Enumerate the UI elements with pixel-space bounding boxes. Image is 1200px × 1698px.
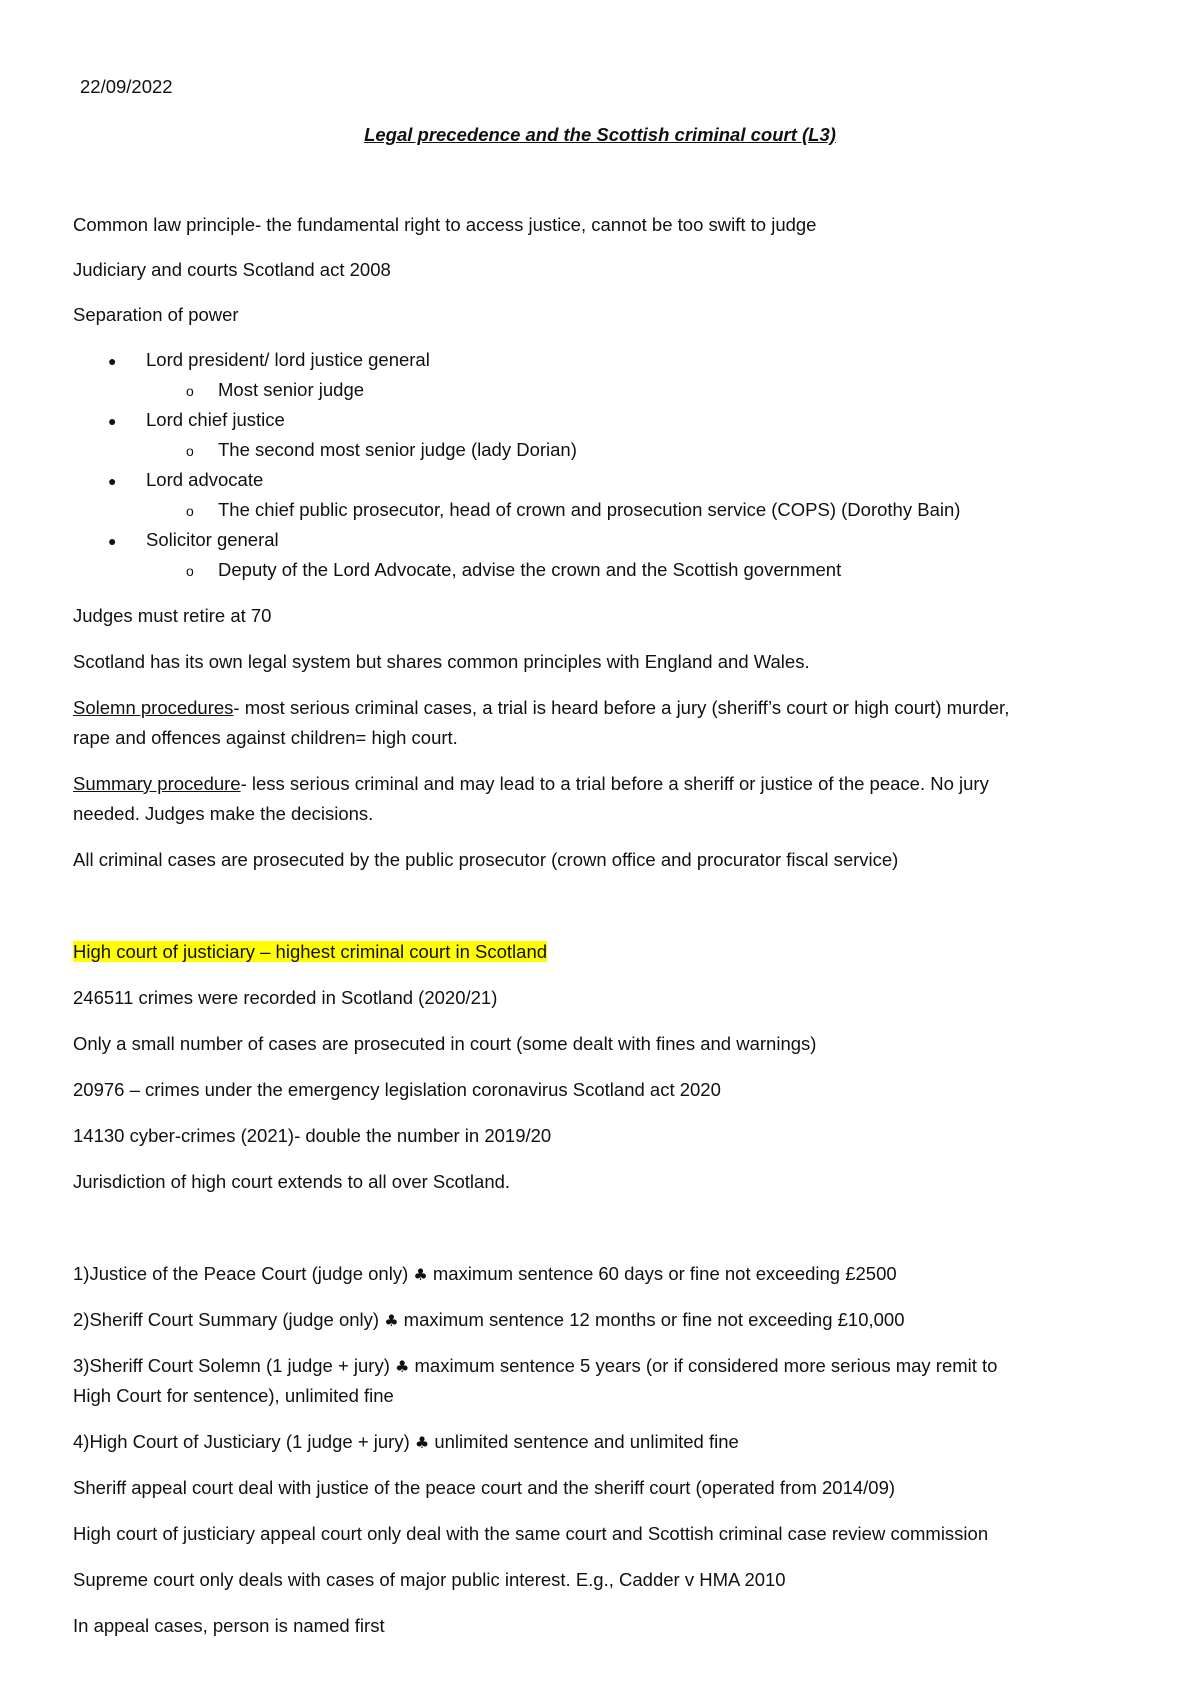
club-icon: ♣: [414, 1433, 430, 1452]
paragraph-sheriff-appeal: Sheriff appeal court deal with justice of the peace court and the sheriff court (operated from 2014/09): [73, 1477, 896, 1498]
paragraph-jurisdiction: Jurisdiction of high court extends to all over Scotland.: [73, 1171, 511, 1192]
paragraph-solemn: Solemn procedures- most serious criminal cases, a trial is heard before a jury (sheriff’s court or high court) murder,: [73, 697, 1010, 718]
paragraph-solemn-cont: rape and offences against children= high court.: [73, 727, 458, 748]
paragraph-crimes-recorded: 246511 crimes were recorded in Scotland (2020/21): [73, 987, 498, 1008]
court-item: 1)Justice of the Peace Court (judge only) ♣ maximum sentence 60 days or fine not exceeding £2500: [73, 1263, 897, 1284]
bullet-dot-icon: ●: [108, 413, 117, 430]
club-icon: ♣: [413, 1265, 428, 1284]
bullet-item: ● Solicitor general: [108, 525, 279, 556]
sub-bullet-item: o The chief public prosecutor, head of crown and prosecution service (COPS) (Dorothy Bain): [186, 495, 960, 526]
term-solemn: Solemn procedures: [73, 697, 234, 718]
paragraph-legal-system: Scotland has its own legal system but shares common principles with England and Wales.: [73, 651, 810, 672]
club-icon: ♣: [384, 1311, 399, 1330]
document-date: 22/09/2022: [80, 76, 173, 97]
paragraph-cyber: 14130 cyber-crimes (2021)- double the number in 2019/20: [73, 1125, 552, 1146]
sub-bullet-circle-icon: o: [186, 443, 194, 459]
court-item: 4)High Court of Justiciary (1 judge + jury) ♣ unlimited sentence and unlimited fine: [73, 1431, 739, 1452]
bullet-dot-icon: ●: [108, 533, 117, 550]
bullet-dot-icon: ●: [108, 473, 117, 490]
paragraph-appeal-cases: In appeal cases, person is named first: [73, 1615, 385, 1636]
bullet-item: ● Lord president/ lord justice general: [108, 345, 430, 376]
paragraph-separation: Separation of power: [73, 304, 239, 325]
paragraph-prosecution: All criminal cases are prosecuted by the public prosecutor (crown office and procurator fiscal service): [73, 849, 899, 870]
paragraph-summary-cont: needed. Judges make the decisions.: [73, 803, 374, 824]
sub-bullet-circle-icon: o: [186, 563, 194, 579]
sub-bullet-circle-icon: o: [186, 503, 194, 519]
sub-bullet-item: o Deputy of the Lord Advocate, advise the crown and the Scottish government: [186, 555, 841, 586]
paragraph-summary: Summary procedure- less serious criminal and may lead to a trial before a sheriff or justice of the peace. No jury: [73, 773, 989, 794]
term-summary: Summary procedure: [73, 773, 241, 794]
paragraph-prosecuted: Only a small number of cases are prosecuted in court (some dealt with fines and warnings): [73, 1033, 817, 1054]
paragraph-high-court-appeal: High court of justiciary appeal court only deal with the same court and Scottish criminal case review commission: [73, 1523, 989, 1544]
sub-bullet-circle-icon: o: [186, 383, 194, 399]
highlighted-heading: High court of justiciary – highest criminal court in Scotland: [73, 941, 548, 962]
sub-bullet-item: o Most senior judge: [186, 375, 364, 406]
club-icon: ♣: [395, 1357, 410, 1376]
sub-bullet-item: o The second most senior judge (lady Dorian): [186, 435, 577, 466]
court-item: 2)Sheriff Court Summary (judge only) ♣ maximum sentence 12 months or fine not exceeding £10,000: [73, 1309, 905, 1330]
paragraph-coronavirus: 20976 – crimes under the emergency legislation coronavirus Scotland act 2020: [73, 1079, 721, 1100]
paragraph-act-2008: Judiciary and courts Scotland act 2008: [73, 259, 391, 280]
document-title: Legal precedence and the Scottish criminal court (L3): [364, 124, 836, 145]
paragraph-retire: Judges must retire at 70: [73, 605, 272, 626]
paragraph-supreme-court: Supreme court only deals with cases of major public interest. E.g., Cadder v HMA 2010: [73, 1569, 786, 1590]
court-item-cont: High Court for sentence), unlimited fine: [73, 1385, 394, 1406]
bullet-dot-icon: ●: [108, 353, 117, 370]
bullet-item: ● Lord chief justice: [108, 405, 285, 436]
court-item: 3)Sheriff Court Solemn (1 judge + jury) ♣ maximum sentence 5 years (or if considered more serious may remit to: [73, 1355, 998, 1376]
bullet-item: ● Lord advocate: [108, 465, 263, 496]
paragraph-common-law: Common law principle- the fundamental right to access justice, cannot be too swift to judge: [73, 214, 817, 235]
